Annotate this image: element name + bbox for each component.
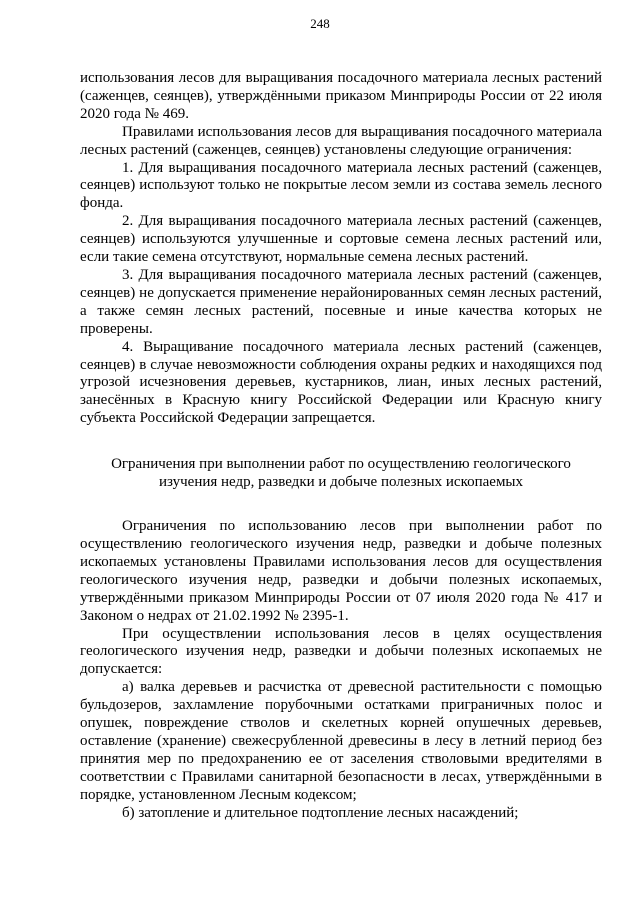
- paragraph: использования лесов для выращивания посадочного материала лесных растений (саженцев, сеянцев), утверждёнными приказом Минприроды России от 22 июля 2020 года № 469.: [80, 70, 602, 122]
- list-item: 1. Для выращивания посадочного материала лесных растений (саженцев, сеянцев) используют только не покрытые лесом земли из состава земель лесного фонда.: [80, 159, 602, 212]
- list-item: 3. Для выращивания посадочного материала лесных растений (саженцев, сеянцев) не допускается применение нерайонированных семян лесных растений, а также семян лесных растений, посевные и иные качества которых не проверены.: [80, 266, 602, 337]
- paragraph: Ограничения по использованию лесов при выполнении работ по осуществлению геологического изучения недр, разведки и добыче полезных ископаемых установлены Правилами использования лесов для осуществления геологического изучения недр, разведки и добычи полезных ископаемых, утверждёнными приказом Минприроды России от 07 июля 2020 года № 417 и Законом о недрах от 21.02.1992 № 2395-1.: [80, 518, 602, 624]
- list-item: 4. Выращивание посадочного материала лесных растений (саженцев, сеянцев) в случае невозможности соблюдения охраны редких и находящихся под угрозой исчезновения деревьев, кустарников, лиан, иных лесных растений, занесённых в Красную книгу Российской Федерации или Красную книгу субъекта Российской Федерации запрещается.: [80, 338, 602, 427]
- document-body: [80, 70, 602, 823]
- page-number: 248: [310, 16, 330, 31]
- paragraph: При осуществлении использования лесов в целях осуществления геологического изучения недр, разведки и добычи полезных ископаемых не допускается:: [80, 625, 602, 678]
- list-item: а) валка деревьев и расчистка от древесной растительности с помощью бульдозеров, захламление порубочными остатками приграничных полос и опушек, повреждение стволов и скелетных корней опушечных деревьев, оставление (хранение) свежесрубленной древесины в лесу в летний период без принятия мер по предохранению ее от заселения стволовыми вредителями в соответствии с Правилами санитарной безопасности в лесах, утверждёнными в порядке, установленном Лесным кодексом;: [80, 679, 602, 803]
- section-heading: Ограничения при выполнении работ по осуществлению геологического изучения недр, разведки и добыче полезных ископаемых: [111, 456, 571, 491]
- list-item: 2. Для выращивания посадочного материала лесных растений (саженцев, сеянцев) используются улучшенные и сортовые семена лесных растений или, если такие семена отсутствуют, нормальные семена лесных растений.: [80, 213, 602, 266]
- list-item: б) затопление и длительное подтопление лесных насаждений;: [122, 804, 519, 821]
- paragraph: Правилами использования лесов для выращивания посадочного материала лесных растений (саженцев, сеянцев) установлены следующие ограничения:: [80, 123, 602, 158]
